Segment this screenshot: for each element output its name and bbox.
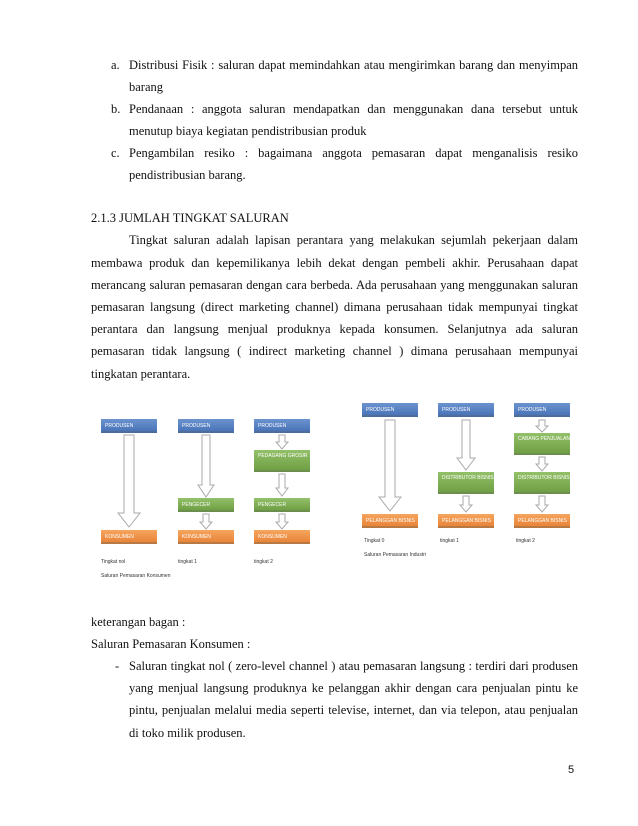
distributor-box: DISTRIBUTOR BISNIS <box>514 472 570 494</box>
paragraph-line: tingkatan perantara. <box>91 367 191 381</box>
retailer-box: PENGECER <box>178 498 234 512</box>
level-label: Tingkat nol <box>101 559 126 565</box>
consumer-channel-diagram <box>98 400 348 585</box>
arrow-down-icon <box>460 496 472 512</box>
business-customer-box: PELANGGAN BISNIS <box>362 514 418 528</box>
section-heading: 2.1.3 JUMLAH TINGKAT SALURAN <box>91 211 289 225</box>
bullet-line: yang menjual langsung produknya ke pelanggan akhir dengan cara penjualan pintu ke <box>129 681 578 695</box>
paragraph-line: perantara dan langsung menjual produknya kepada konsumen. Selanjutnya ada saluran <box>91 322 578 336</box>
list-marker-c: c. <box>111 146 120 160</box>
list-marker-b: b. <box>111 102 121 116</box>
paragraph-line: Tingkat saluran adalah lapisan perantara yang melakukan sejumlah pekerjaan dalam <box>129 233 578 247</box>
producer-box: PRODUSEN <box>362 403 418 417</box>
consumer-box: KONSUMEN <box>254 530 310 544</box>
arrow-down-icon <box>457 420 475 470</box>
consumer-box: KONSUMEN <box>101 530 157 544</box>
sales-branch-box: CABANG PENJUALAN <box>514 433 570 455</box>
arrow-down-icon <box>118 435 140 527</box>
arrow-down-icon <box>536 420 548 432</box>
industrial-channel-diagram <box>362 400 582 560</box>
producer-box: PRODUSEN <box>101 419 157 433</box>
page-number: 5 <box>568 764 575 776</box>
list-item-a-line1: Distribusi Fisik : saluran dapat memindahkan atau mengirimkan barang dan menyimpan <box>129 58 578 72</box>
arrow-down-icon <box>276 514 288 529</box>
list-item-c-line2: pendistribusian barang. <box>129 168 246 182</box>
bullet-line: di toko milik produsen. <box>129 726 246 740</box>
bullet-line: Saluran tingkat nol ( zero-level channel ) atau pemasaran langsung : terdiri dari produsen <box>129 659 578 673</box>
consumer-box: KONSUMEN <box>178 530 234 544</box>
arrow-down-icon <box>200 514 212 529</box>
diagram-caption: Saluran Pemasaran Industri <box>364 552 426 558</box>
level-label: Tingkat 0 <box>364 538 385 544</box>
list-item-a-line2: barang <box>129 80 164 94</box>
bullet-line: pintu, penjualan melalui media seperti televise, internet, dan via telepon, atau penjualan <box>129 703 578 717</box>
level-label: tingkat 2 <box>254 559 273 565</box>
arrow-down-icon <box>276 474 288 496</box>
producer-box: PRODUSEN <box>514 403 570 417</box>
producer-box: PRODUSEN <box>178 419 234 433</box>
notes-subheading: Saluran Pemasaran Konsumen : <box>91 637 251 651</box>
bullet-marker: - <box>115 659 120 673</box>
paragraph-line: membawa produk dan kepemilikanya lebih dekat dengan pembeli akhir. Perusahaan dapat <box>91 256 578 270</box>
list-item-b-line2: menutup biaya kegiatan pendistribusian produk <box>129 124 367 138</box>
level-label: tingkat 1 <box>178 559 197 565</box>
list-item-b-line1: Pendanaan : anggota saluran mendapatkan dan menggunakan dana tersebut untuk <box>129 102 578 116</box>
business-customer-box: PELANGGAN BISNIS <box>514 514 570 528</box>
diagram-caption: Saluran Pemasaran Konsumen <box>101 573 171 579</box>
distributor-box: DISTRIBUTOR BISNIS <box>438 472 494 494</box>
arrow-down-icon <box>276 435 288 449</box>
arrow-down-icon <box>536 496 548 512</box>
arrow-down-icon <box>536 457 548 471</box>
level-label: tingkat 2 <box>516 538 535 544</box>
list-item-c-line1: Pengambilan resiko : bagaimana anggota pemasaran dapat menganalisis resiko <box>129 146 578 160</box>
producer-box: PRODUSEN <box>254 419 310 433</box>
arrow-down-icon <box>198 435 214 497</box>
wholesaler-box: PEDAGANG GROSIR <box>254 450 310 472</box>
arrow-down-icon <box>379 420 401 511</box>
notes-heading: keterangan bagan : <box>91 615 186 629</box>
paragraph-line: merancang saluran pemasaran dengan cara berbeda. Ada perusahaan yang menggunakan saluran <box>91 278 578 292</box>
business-customer-box: PELANGGAN BISNIS <box>438 514 494 528</box>
retailer-box: PENGECER <box>254 498 310 512</box>
paragraph-line: pemasaran tidak langsung ( indirect marketing channel ) dimana perusahaan mempunyai <box>91 344 578 358</box>
producer-box: PRODUSEN <box>438 403 494 417</box>
list-marker-a: a. <box>111 58 120 72</box>
paragraph-line: pemasaran langsung (direct marketing channel) dimana perusahaan tidak mempunyai tingkat <box>91 300 578 314</box>
level-label: tingkat 1 <box>440 538 459 544</box>
